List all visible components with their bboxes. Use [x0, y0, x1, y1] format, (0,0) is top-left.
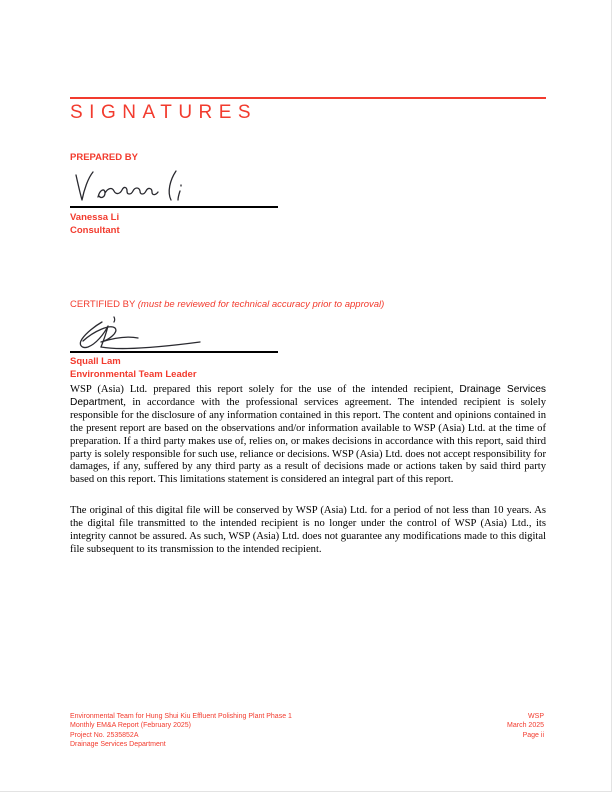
- prepared-signature-line: [70, 206, 278, 208]
- certified-role: Environmental Team Leader: [70, 369, 197, 380]
- disclaimer-paragraph-2: The original of this digital file will be conserved by WSP (Asia) Ltd. for a period of not less than 10 years. As the digital file transmitted to the intended recipient is no longer under the control of WSP (Asia) Ltd., its integrity cannot be assured. As such, WSP (Asia) Ltd. does not guarantee any modifications made to this digital file subsequent to its transmission to the intended recipient.: [70, 505, 546, 555]
- footer-report-title: Monthly EM&A Report (February 2025): [70, 722, 191, 730]
- prepared-name: Vanessa Li: [70, 212, 120, 223]
- footer-left: [70, 712, 400, 750]
- certified-by-note: (must be reviewed for technical accuracy prior to approval): [137, 299, 385, 310]
- prepared-by-label: PREPARED BY: [70, 152, 138, 163]
- footer-page-number: Page ii: [522, 731, 544, 739]
- disclaimer-p1-after: , in accordance with the professional services agreement. The intended recipient is solely responsible for the disclosure of any information contained in this report. The content and opinions contained in the present report are based on the observations and/or information available to WSP (Asia) Ltd. at the time of preparation. If a third party makes use of, relies on, or makes decisions in accordance with this report, said third party is solely responsible for such use, reliance or decisions. WSP (Asia) Ltd. does not accept responsibility for damages, if any, suffered by any third party as a result of decisions made or actions taken by said third party based on this report. This limitations statement is considered an integral part of this report.: [70, 396, 546, 486]
- certified-by-label: [70, 299, 384, 310]
- footer-date: March 2025: [507, 722, 544, 730]
- certified-signature-line: [70, 351, 278, 353]
- footer-department: Drainage Services Department: [70, 741, 166, 749]
- prepared-role: Consultant: [70, 225, 120, 236]
- footer-company: WSP: [528, 713, 544, 720]
- disclaimer-p1-before: WSP (Asia) Ltd. prepared this report solely for the use of the intended recipient,: [70, 384, 460, 395]
- disclaimer-paragraph-1: [70, 384, 546, 487]
- footer-project-number: Project No. 2535852A: [70, 731, 139, 739]
- prepared-signature-image: [70, 166, 230, 210]
- certified-by-text: CERTIFIED BY: [70, 299, 136, 310]
- disclaimer-p1-highlight: Drainage Services Department: [70, 384, 546, 408]
- footer-project-title: Environmental Team for Hung Shui Kiu Effluent Polishing Plant Phase 1: [70, 713, 292, 720]
- footer-right: [404, 712, 544, 740]
- page-title: SIGNATURES: [70, 102, 258, 123]
- title-rule: [70, 97, 546, 99]
- certified-name: Squall Lam: [70, 356, 121, 367]
- certified-signature-image: [70, 314, 240, 354]
